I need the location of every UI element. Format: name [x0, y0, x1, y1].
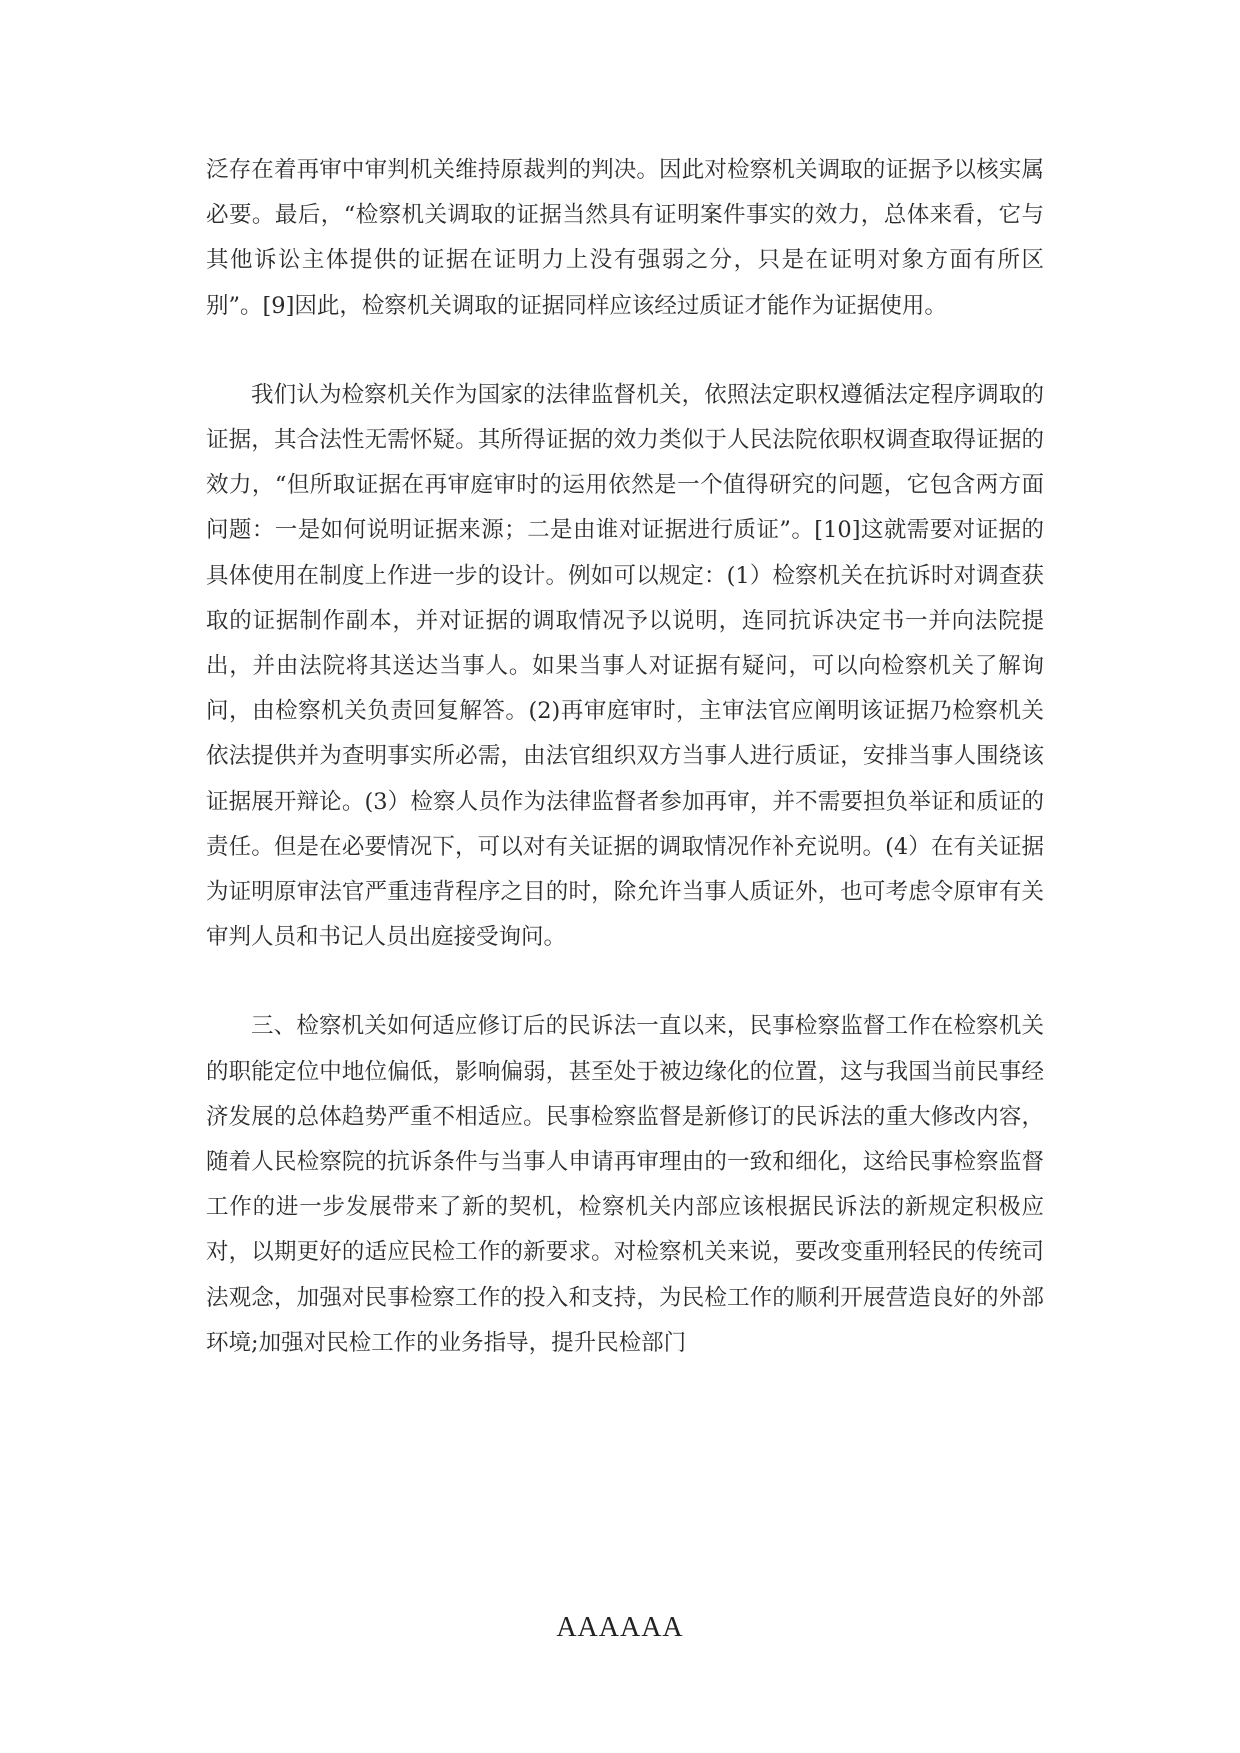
- paragraph-section-three: 三、检察机关如何适应修订后的民诉法一直以来，民事检察监督工作在检察机关的职能定位中地位偏低，影响偏弱，甚至处于被边缘化的位置，这与我国当前民事经济发展的总体趋势严重不相适应。民事检察监督是新修订的民诉法的重大修改内容，随着人民检察院的抗诉条件与当事人申请再审理由的一致和细化，这给民事检察监督工作的进一步发展带来了新的契机，检察机关内部应该根据民诉法的新规定积极应对，以期更好的适应民检工作的新要求。对检察机关来说，要改变重刑轻民的传统司法观念，加强对民事检察工作的投入和支持，为民检工作的顺利开展营造良好的外部环境;加强对民检工作的业务指导，提升民检部门: [206, 1013, 1044, 1356]
- paragraph-evidence-legality: 我们认为检察机关作为国家的法律监督机关，依照法定职权遵循法定程序调取的证据，其合法性无需怀疑。其所得证据的效力类似于人民法院依职权调查取得证据的效力，“但所取证据在再审庭审时的运用依然是一个值得研究的问题，它包含两方面问题：一是如何说明证据来源；二是由谁对证据进行质证”。[10]这就需要对证据的具体使用在制度上作进一步的设计。例如可以规定：(1）检察机关在抗诉时对调查获取的证据制作副本，并对证据的调取情况予以说明，连同抗诉决定书一并向法院提出，并由法院将其送达当事人。如果当事人对证据有疑问，可以向检察机关了解询问，由检察机关负责回复解答。(2)再审庭审时，主审法官应阐明该证据乃检察机关依法提供并为查明事实所必需，由法官组织双方当事人进行质证，安排当事人围绕该证据展开辩论。(3）检察人员作为法律监督者参加再审，并不需要担负举证和质证的责任。但是在必要情况下，可以对有关证据的调取情况作补充说明。(4）在有关证据为证明原审法官严重违背程序之目的时，除允许当事人质证外，也可考虑令原审有关审判人员和书记人员出庭接受询问。: [206, 381, 1044, 951]
- document-body: [206, 148, 1044, 1366]
- page-footer: AAAAAA: [556, 1612, 684, 1643]
- paragraph-evidence-verification: 泛存在着再审中审判机关维持原裁判的判决。因此对检察机关调取的证据予以核实属必要。最后，“检察机关调取的证据当然具有证明案件事实的效力，总体来看，它与其他诉讼主体提供的证据在证明力上没有强弱之分，只是在证明对象方面有所区别”。[9]因此，检察机关调取的证据同样应该经过质证才能作为证据使用。: [206, 157, 1044, 319]
